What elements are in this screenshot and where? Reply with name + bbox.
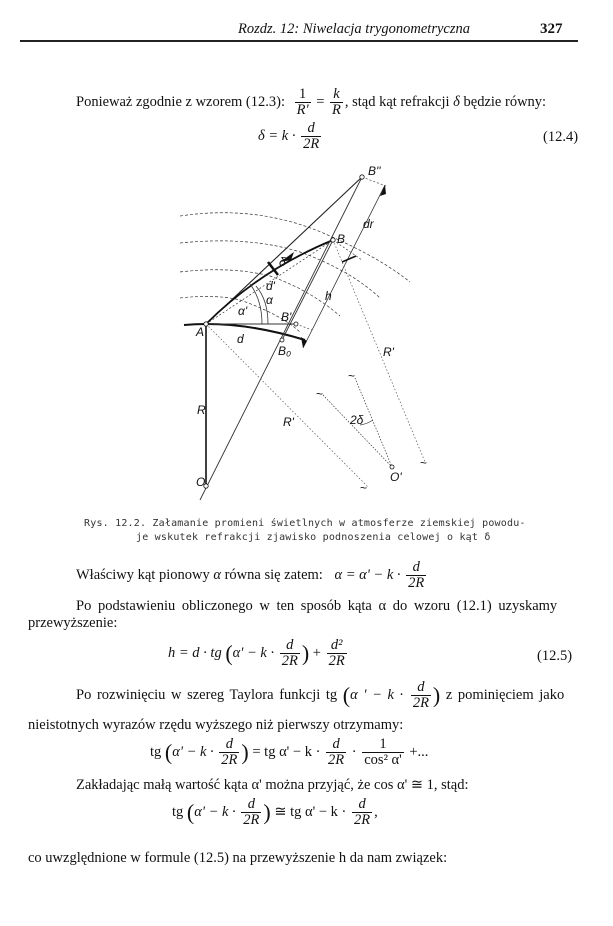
fraction-d-over-2R: [406, 560, 426, 591]
page-number: 327: [540, 21, 563, 37]
paragraph-refraction-intro: [76, 87, 546, 118]
label-R-prime-left: R': [283, 415, 294, 429]
label-two-delta: 2δ: [350, 413, 364, 427]
svg-text:~: ~: [348, 369, 356, 383]
denominator: 2R: [328, 653, 345, 670]
delta-symbol: δ: [453, 94, 460, 111]
denominator: 2R: [328, 752, 345, 769]
denominator: R': [296, 102, 309, 119]
text: będzie równy:: [463, 94, 547, 111]
line-B-R-prime: [333, 240, 425, 462]
equation-number-12-5: (12.5): [537, 648, 573, 664]
running-header-title: Rozdz. 12: Niwelacja trygonometryczna: [238, 21, 470, 37]
equation-number-12-4: (12.4): [543, 129, 579, 145]
paragraph-taylor-line-1: Po rozwinięciu w szereg Taylora funkcji tg (α ' − k · $\frac{d}{2R}$ ) z pominięciem jako: [76, 679, 565, 712]
numerator: d: [352, 797, 372, 813]
paragraph-substitution-line-2: przewyższenie:: [28, 615, 118, 631]
numerator: d: [241, 797, 261, 813]
numerator: d: [406, 560, 426, 576]
fraction-k-over-R: [330, 87, 343, 118]
plus: +: [312, 645, 321, 662]
label-alpha-prime: α': [238, 304, 248, 318]
label-B0: B₀: [278, 344, 292, 358]
ellipsis: +...: [409, 744, 429, 761]
paragraph-conclusion: co uwzględnione w formule (12.5) na przewyższenie h da nam związek:: [28, 850, 448, 866]
fraction-d-over-2R-rhs: [352, 797, 372, 828]
numerator: d: [301, 121, 321, 137]
label-R-prime-right: R': [383, 345, 394, 359]
refraction-figure: [0, 160, 613, 510]
rhs-text: = tg α' − k ·: [252, 744, 321, 761]
label-A: A: [196, 325, 205, 339]
figure-caption-line-2: je wskutek refrakcji zjawisko podnoszenia celowej o kąt δ: [136, 532, 491, 543]
numerator: 1: [362, 737, 404, 753]
fraction-1-over-cos2: [362, 737, 404, 768]
denominator: 2R: [354, 812, 371, 829]
inner-expression: α ' − k ·: [350, 687, 404, 704]
line-2delta-a: [323, 395, 392, 467]
equation-lhs: h = d · tg: [168, 645, 222, 662]
denominator: R: [332, 102, 341, 119]
rhs-text: ≅ tg α' − k ·: [274, 804, 347, 821]
numerator: d: [219, 737, 239, 753]
equation-12-5: h = d · tg (α' − k · $\frac{d}{2R}$ ) + $\frac{\text{d²}}{2R}$: [168, 637, 345, 670]
denominator: 2R: [243, 812, 260, 829]
label-d: d: [237, 332, 244, 346]
fraction-d-over-2R: [411, 680, 431, 711]
inner-expression: α' − k ·: [232, 645, 275, 662]
svg-text:~: ~: [420, 456, 428, 470]
inner-expression: α' − k ·: [194, 804, 236, 821]
label-B: B: [337, 232, 346, 246]
fraction-d-over-2R: [280, 638, 300, 669]
denominator: 2R: [221, 752, 238, 769]
label-h: h: [325, 289, 332, 303]
label-alpha: α: [266, 293, 273, 307]
fraction-d-over-2R: [301, 121, 321, 152]
numerator: d²: [327, 638, 347, 654]
denominator: 2R: [408, 575, 425, 592]
svg-text:~: ~: [360, 481, 368, 495]
label-R: R: [197, 403, 206, 417]
alpha-symbol: α: [213, 567, 221, 584]
text: Właściwy kąt pionowy: [76, 567, 210, 584]
equation-lhs: δ = k ·: [258, 128, 296, 145]
numerator: d: [280, 638, 300, 654]
fraction-d-over-2R: [241, 797, 261, 828]
dot: ·: [351, 744, 357, 761]
label-O: O: [196, 475, 206, 489]
numerator: 1: [295, 87, 311, 103]
paragraph-substitution-line-1: Po podstawieniu obliczonego w ten sposób kąta α do wzoru (12.1) uzyskamy: [76, 598, 558, 614]
label-O-prime: O': [390, 470, 402, 484]
tg: tg: [150, 744, 162, 761]
fraction-d-over-2R: [219, 737, 239, 768]
numerator: d: [326, 737, 346, 753]
dimension-line-h-dr: [303, 185, 385, 348]
tg: tg: [172, 804, 184, 821]
equation-taylor-expansion: tg (α' − k · $\frac{d}{2R}$ ) = tg α' − k · $\frac{d}{2R}$ · $\frac{1}{\text{cos² α'}}$ +...: [150, 736, 429, 769]
equals: =: [316, 94, 325, 111]
inner-expression: α' − k ·: [172, 744, 214, 761]
text: z pominięciem jako: [445, 687, 565, 704]
fraction-d-over-2R-rhs: [326, 737, 346, 768]
label-B-double-prime: B'': [368, 164, 381, 178]
angle-arc-alpha-prime: [250, 284, 262, 324]
label-dr: dr: [363, 217, 374, 231]
text: Po rozwinięciu w szereg Taylora funkcji tg: [76, 687, 338, 704]
figure-caption-line-1: Rys. 12.2. Załamanie promieni świetlnych w atmosferze ziemskiej powodu-: [84, 518, 526, 529]
numerator: k: [330, 87, 343, 103]
comma: ,: [374, 804, 378, 821]
denominator: 2R: [412, 695, 429, 712]
label-delta: δ: [279, 255, 286, 269]
formula-lhs: α = α' − k ·: [334, 567, 401, 584]
text: równa się zatem:: [224, 567, 323, 584]
paragraph-true-vertical-angle: [76, 560, 428, 591]
denominator: 2R: [303, 136, 320, 153]
text: Ponieważ zgodnie z wzorem (12.3):: [76, 94, 285, 111]
svg-text:~: ~: [316, 387, 324, 401]
label-d-prime: d': [266, 279, 275, 293]
equation-approximation: tg (α' − k · $\frac{d}{2R}$ ) ≅ tg α' − k · $\frac{d}{2R}$ ,: [172, 796, 378, 829]
equation-12-4: [258, 121, 323, 152]
text: , stąd kąt refrakcji: [344, 94, 450, 111]
denominator: 2R: [281, 653, 298, 670]
denominator: cos² α': [364, 752, 402, 769]
fraction-d2-over-2R: [327, 638, 347, 669]
label-B-prime: B': [281, 310, 292, 324]
paragraph-small-angle: Zakładając małą wartość kąta α' można przyjąć, że cos α' ≅ 1, stąd:: [76, 777, 469, 793]
paragraph-taylor-line-2: nieistotnych wyrazów rzędu wyższego niż pierwszy otrzymamy:: [28, 717, 404, 733]
fraction-1-over-Rprime: [295, 87, 311, 118]
numerator: d: [411, 680, 431, 696]
header-rule: [20, 40, 578, 42]
